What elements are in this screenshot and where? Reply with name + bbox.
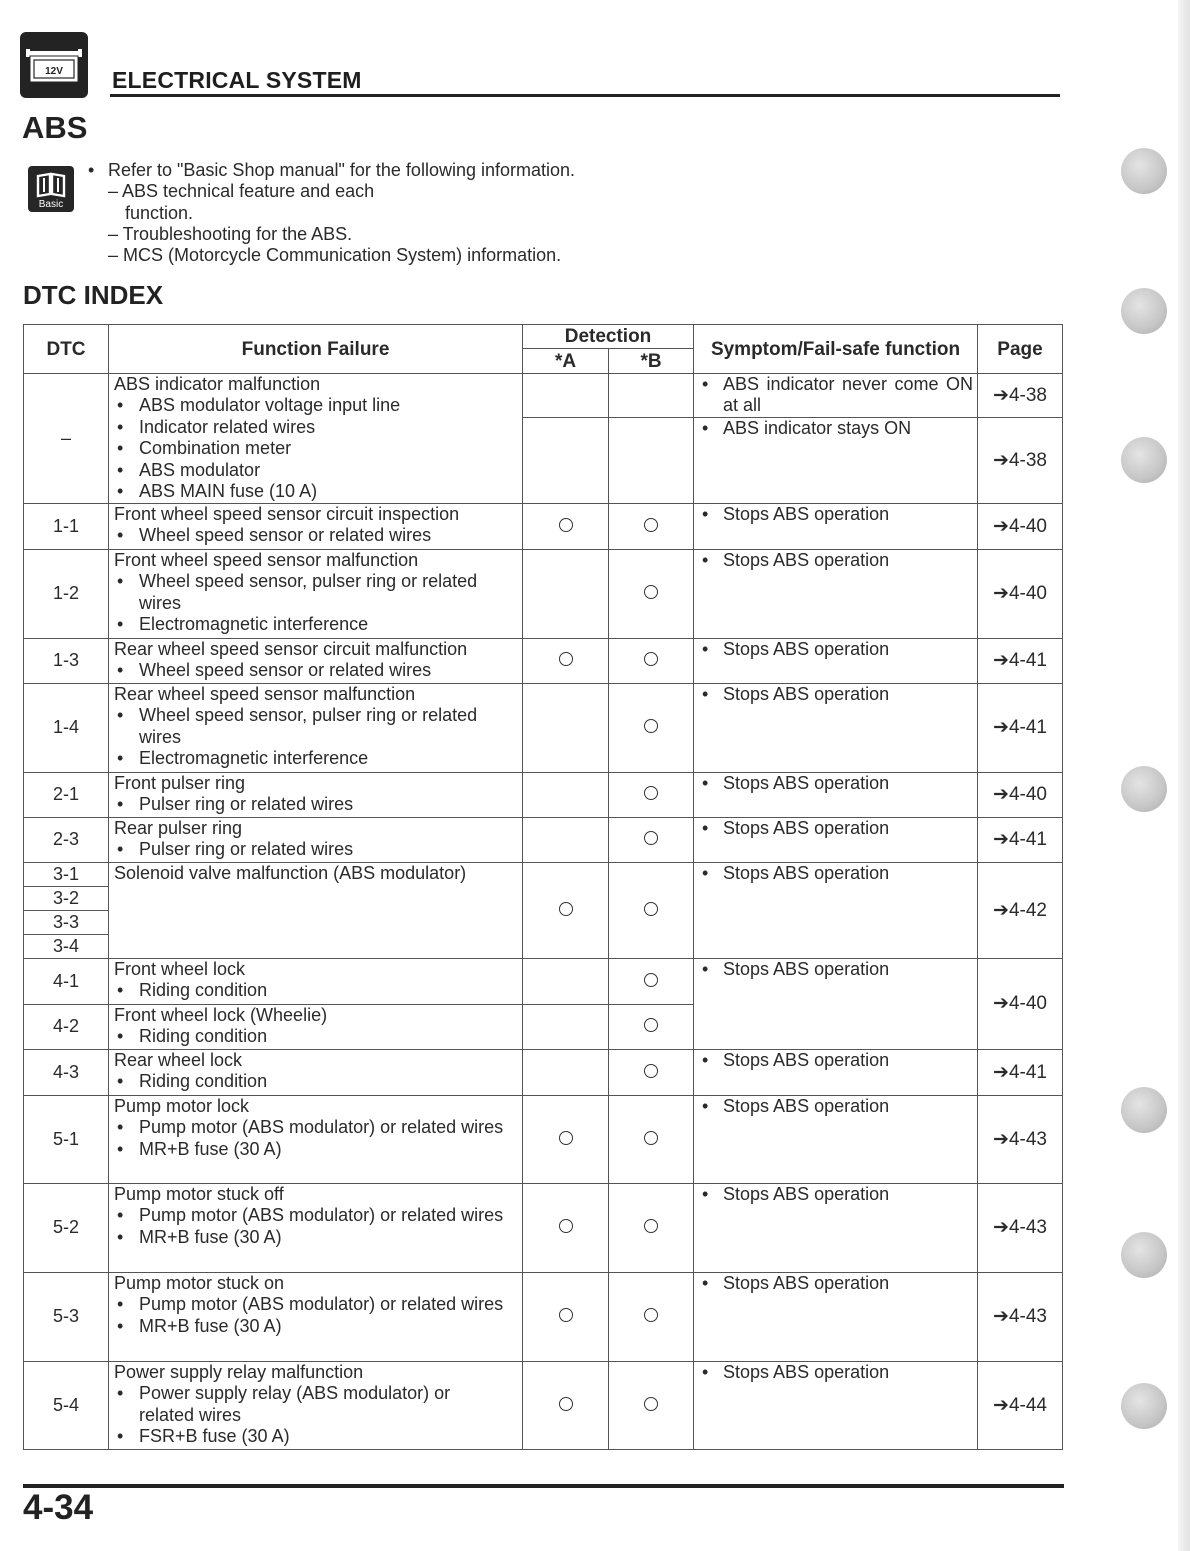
detection-b-cell	[609, 1004, 694, 1049]
detection-mark	[559, 1131, 573, 1145]
dtc-code: 3-3	[24, 910, 109, 934]
function-failure	[109, 549, 523, 638]
failure-cause: • MR+B fuse (30 A)	[114, 1139, 519, 1160]
detection-mark	[644, 786, 658, 800]
failure-cause: • Riding condition	[114, 1071, 519, 1092]
failure-title: Pump motor lock	[114, 1095, 250, 1116]
table-row	[24, 958, 1063, 1004]
failure-cause: • ABS modulator	[114, 460, 519, 481]
detection-mark	[644, 902, 658, 916]
detection-a-cell	[523, 1361, 609, 1449]
symptom-text: • Stops ABS operation	[702, 684, 973, 705]
failure-title: Rear pulser ring	[114, 817, 243, 838]
detection-b-cell	[609, 417, 694, 503]
detection-mark	[559, 902, 573, 916]
function-failure	[109, 683, 523, 772]
detection-a-cell	[523, 549, 609, 638]
binder-hole	[1121, 148, 1167, 194]
page-reference: ➔4-40	[978, 549, 1063, 638]
page-reference: ➔4-41	[978, 1049, 1063, 1095]
function-failure	[109, 1095, 523, 1183]
failure-title: Front wheel speed sensor malfunction	[114, 549, 419, 570]
chapter-title: ABS	[22, 110, 88, 145]
failure-cause: • Power supply relay (ABS modulator) or related wires	[114, 1383, 519, 1426]
detection-b-cell	[609, 862, 694, 958]
detection-mark	[644, 652, 658, 666]
detection-mark	[644, 719, 658, 733]
detection-b-cell	[609, 503, 694, 549]
detection-mark	[644, 1131, 658, 1145]
function-failure	[109, 772, 523, 817]
reference-item: – ABS technical feature and each	[108, 181, 375, 201]
function-failure	[109, 374, 523, 504]
detection-b-cell	[609, 683, 694, 772]
manual-book-icon	[28, 166, 74, 212]
dtc-code: 5-3	[24, 1272, 109, 1361]
failure-title: Pump motor stuck on	[114, 1272, 285, 1293]
symptom-cell	[694, 549, 978, 638]
symptom-text: • Stops ABS operation	[702, 550, 973, 571]
dtc-code: 1-4	[24, 683, 109, 772]
dtc-code: 3-1	[24, 862, 109, 886]
binder-hole	[1121, 1383, 1167, 1429]
page-reference: ➔4-41	[978, 817, 1063, 862]
symptom-cell	[694, 1272, 978, 1361]
function-failure	[109, 503, 523, 549]
detection-mark	[644, 1308, 658, 1322]
detection-mark	[644, 1064, 658, 1078]
failure-cause: • ABS MAIN fuse (10 A)	[114, 481, 519, 502]
symptom-text: • Stops ABS operation	[702, 1096, 973, 1117]
battery-voltage-label: 12V	[45, 66, 63, 77]
dtc-code: 5-2	[24, 1183, 109, 1272]
page-reference: ➔4-43	[978, 1183, 1063, 1272]
detection-mark	[644, 1219, 658, 1233]
dtc-code: 2-3	[24, 817, 109, 862]
detection-mark	[559, 652, 573, 666]
symptom-cell	[694, 1095, 978, 1183]
dtc-code: 1-1	[24, 503, 109, 549]
detection-mark	[644, 585, 658, 599]
table-row	[24, 1049, 1063, 1095]
detection-b-cell	[609, 549, 694, 638]
reference-item: function.	[125, 203, 194, 223]
page-reference: ➔4-40	[978, 772, 1063, 817]
detection-a-cell	[523, 1272, 609, 1361]
function-failure	[109, 1004, 523, 1049]
page-number: 4-34	[23, 1488, 94, 1527]
detection-a-cell	[523, 1183, 609, 1272]
table-row	[24, 503, 1063, 549]
detection-a-cell	[523, 1049, 609, 1095]
dtc-code: 1-3	[24, 638, 109, 683]
page-reference: ➔4-44	[978, 1361, 1063, 1449]
symptom-text: • Stops ABS operation	[702, 1050, 973, 1071]
detection-mark	[559, 1219, 573, 1233]
detection-mark	[644, 973, 658, 987]
reference-item: – MCS (Motorcycle Communication System) information.	[108, 245, 562, 265]
footer-rule	[23, 1484, 1064, 1488]
detection-b-cell	[609, 772, 694, 817]
failure-cause: • Combination meter	[114, 438, 519, 459]
page-reference: ➔4-41	[978, 683, 1063, 772]
detection-b-cell	[609, 958, 694, 1004]
failure-cause: • FSR+B fuse (30 A)	[114, 1426, 519, 1447]
detection-b-cell	[609, 638, 694, 683]
detection-b-header: *B	[609, 349, 694, 374]
symptom-text: • Stops ABS operation	[702, 773, 973, 794]
detection-a-cell	[523, 503, 609, 549]
table-row	[24, 1361, 1063, 1449]
detection-a-cell	[523, 772, 609, 817]
table-row	[24, 862, 1063, 886]
detection-mark	[559, 1308, 573, 1322]
failure-title: Front wheel lock	[114, 958, 246, 979]
failure-cause: • Riding condition	[114, 980, 519, 1001]
dtc-code: 5-4	[24, 1361, 109, 1449]
symptom-text: • Stops ABS operation	[702, 1362, 973, 1383]
dtc-code: 1-2	[24, 549, 109, 638]
failure-title: Front wheel lock (Wheelie)	[114, 1004, 328, 1025]
table-row	[24, 1183, 1063, 1272]
failure-cause: • Pulser ring or related wires	[114, 794, 519, 815]
detection-mark	[559, 518, 573, 532]
detection-mark	[644, 1397, 658, 1411]
failure-title: ABS indicator malfunction	[114, 374, 321, 394]
detection-a-cell	[523, 958, 609, 1004]
symptom-cell	[694, 374, 978, 418]
detection-mark	[559, 1397, 573, 1411]
dtc-code: 3-4	[24, 934, 109, 958]
symptom-text: • Stops ABS operation	[702, 863, 973, 884]
page-reference: ➔4-43	[978, 1095, 1063, 1183]
reference-item: – Troubleshooting for the ABS.	[108, 224, 353, 244]
binder-hole	[1121, 437, 1167, 483]
detection-a-cell	[523, 638, 609, 683]
symptom-cell	[694, 1183, 978, 1272]
detection-b-cell	[609, 817, 694, 862]
failure-cause: • Electromagnetic interference	[114, 748, 519, 769]
symptom-cell	[694, 862, 978, 958]
table-row	[24, 549, 1063, 638]
page-reference: ➔4-42	[978, 862, 1063, 958]
battery-icon	[20, 32, 88, 98]
function-failure	[109, 638, 523, 683]
page-reference: ➔4-41	[978, 638, 1063, 683]
failure-title: Front pulser ring	[114, 772, 246, 793]
symptom-text: • Stops ABS operation	[702, 959, 973, 980]
failure-cause: • Riding condition	[114, 1026, 519, 1047]
function-failure	[109, 1183, 523, 1272]
failure-cause: • Indicator related wires	[114, 417, 519, 438]
function-failure	[109, 1272, 523, 1361]
title-rule	[110, 94, 1060, 97]
table-row	[24, 638, 1063, 683]
manual-badge-label: Basic	[38, 199, 64, 210]
symptom-text: • Stops ABS operation	[702, 1273, 973, 1294]
symptom-text: • ABS indicator never come ON at all	[702, 374, 973, 417]
function-failure	[109, 1049, 523, 1095]
failure-cause: • Wheel speed sensor or related wires	[114, 660, 519, 681]
dtc-index-table	[23, 324, 1063, 1450]
dtc-code: 4-3	[24, 1049, 109, 1095]
detection-a-cell	[523, 417, 609, 503]
symptom-text: • Stops ABS operation	[702, 818, 973, 839]
detection-b-cell	[609, 1183, 694, 1272]
detection-b-cell	[609, 374, 694, 418]
dtc-code: –	[24, 374, 109, 504]
detection-mark	[644, 1018, 658, 1032]
failure-title: Pump motor stuck off	[114, 1183, 284, 1204]
section-title: ELECTRICAL SYSTEM	[112, 67, 362, 93]
failure-cause: • Wheel speed sensor, pulser ring or related wires	[114, 571, 519, 614]
symptom-cell	[694, 638, 978, 683]
table-row	[24, 683, 1063, 772]
dtc-code: 3-2	[24, 886, 109, 910]
page-reference: ➔4-38	[978, 374, 1063, 418]
symptom-cell	[694, 1049, 978, 1095]
binder-hole	[1121, 1087, 1167, 1133]
symptom-cell	[694, 772, 978, 817]
failure-cause: • Electromagnetic interference	[114, 614, 519, 635]
dtc-code: 2-1	[24, 772, 109, 817]
failure-cause: • ABS modulator voltage input line	[114, 395, 519, 416]
failure-title: Front wheel speed sensor circuit inspection	[114, 503, 460, 524]
page-reference: ➔4-38	[978, 417, 1063, 503]
detection-a-cell	[523, 683, 609, 772]
failure-title: Power supply relay malfunction	[114, 1361, 364, 1382]
symptom-text: • Stops ABS operation	[702, 639, 973, 660]
symptom-column-header: Symptom/Fail-safe function	[694, 325, 978, 374]
dtc-code: 4-1	[24, 958, 109, 1004]
detection-b-cell	[609, 1272, 694, 1361]
table-row	[24, 1272, 1063, 1361]
dtc-code: 5-1	[24, 1095, 109, 1183]
symptom-cell	[694, 817, 978, 862]
failure-title: Rear wheel speed sensor malfunction	[114, 683, 416, 704]
page-reference: ➔4-40	[978, 958, 1063, 1049]
detection-column-header: Detection	[523, 325, 694, 349]
detection-a-cell	[523, 1004, 609, 1049]
page-edge	[1178, 0, 1190, 1551]
dtc-column-header: DTC	[24, 325, 109, 374]
detection-b-cell	[609, 1095, 694, 1183]
dtc-index-heading: DTC INDEX	[23, 280, 164, 310]
failure-title: Rear wheel lock	[114, 1049, 243, 1070]
symptom-cell	[694, 683, 978, 772]
failure-cause: • Wheel speed sensor, pulser ring or related wires	[114, 705, 519, 748]
symptom-text: • Stops ABS operation	[702, 504, 973, 525]
table-row	[24, 817, 1063, 862]
detection-a-cell	[523, 374, 609, 418]
dtc-code: 4-2	[24, 1004, 109, 1049]
detection-a-header: *A	[523, 349, 609, 374]
failure-cause: • Pump motor (ABS modulator) or related wires	[114, 1117, 519, 1138]
bullet: •	[88, 160, 95, 180]
symptom-text: • Stops ABS operation	[702, 1184, 973, 1205]
symptom-text: • ABS indicator stays ON	[702, 418, 973, 439]
detection-a-cell	[523, 817, 609, 862]
symptom-cell	[694, 1361, 978, 1449]
failure-cause: • Pump motor (ABS modulator) or related wires	[114, 1294, 519, 1315]
symptom-cell	[694, 503, 978, 549]
failure-cause: • Pump motor (ABS modulator) or related wires	[114, 1205, 519, 1226]
table-row	[24, 772, 1063, 817]
failure-title: Solenoid valve malfunction (ABS modulator)	[114, 862, 467, 883]
binder-hole	[1121, 288, 1167, 334]
detection-b-cell	[609, 1049, 694, 1095]
function-failure	[109, 817, 523, 862]
page-column-header: Page	[978, 325, 1063, 374]
binder-hole	[1121, 1232, 1167, 1278]
failure-cause: • MR+B fuse (30 A)	[114, 1316, 519, 1337]
detection-b-cell	[609, 1361, 694, 1449]
function-failure	[109, 958, 523, 1004]
failure-cause: • Pulser ring or related wires	[114, 839, 519, 860]
function-column-header: Function Failure	[109, 325, 523, 374]
failure-cause: • MR+B fuse (30 A)	[114, 1227, 519, 1248]
table-row	[24, 374, 1063, 418]
function-failure	[109, 1361, 523, 1449]
failure-title: Rear wheel speed sensor circuit malfunction	[114, 638, 468, 659]
binder-hole	[1121, 766, 1167, 812]
symptom-cell	[694, 958, 978, 1049]
detection-a-cell	[523, 1095, 609, 1183]
reference-intro: Refer to "Basic Shop manual" for the following information.	[108, 160, 576, 180]
detection-a-cell	[523, 862, 609, 958]
page-reference: ➔4-43	[978, 1272, 1063, 1361]
page-reference: ➔4-40	[978, 503, 1063, 549]
detection-mark	[644, 831, 658, 845]
failure-cause: • Wheel speed sensor or related wires	[114, 525, 519, 546]
detection-mark	[644, 518, 658, 532]
symptom-cell	[694, 417, 978, 503]
function-failure	[109, 862, 523, 958]
table-row	[24, 1095, 1063, 1183]
